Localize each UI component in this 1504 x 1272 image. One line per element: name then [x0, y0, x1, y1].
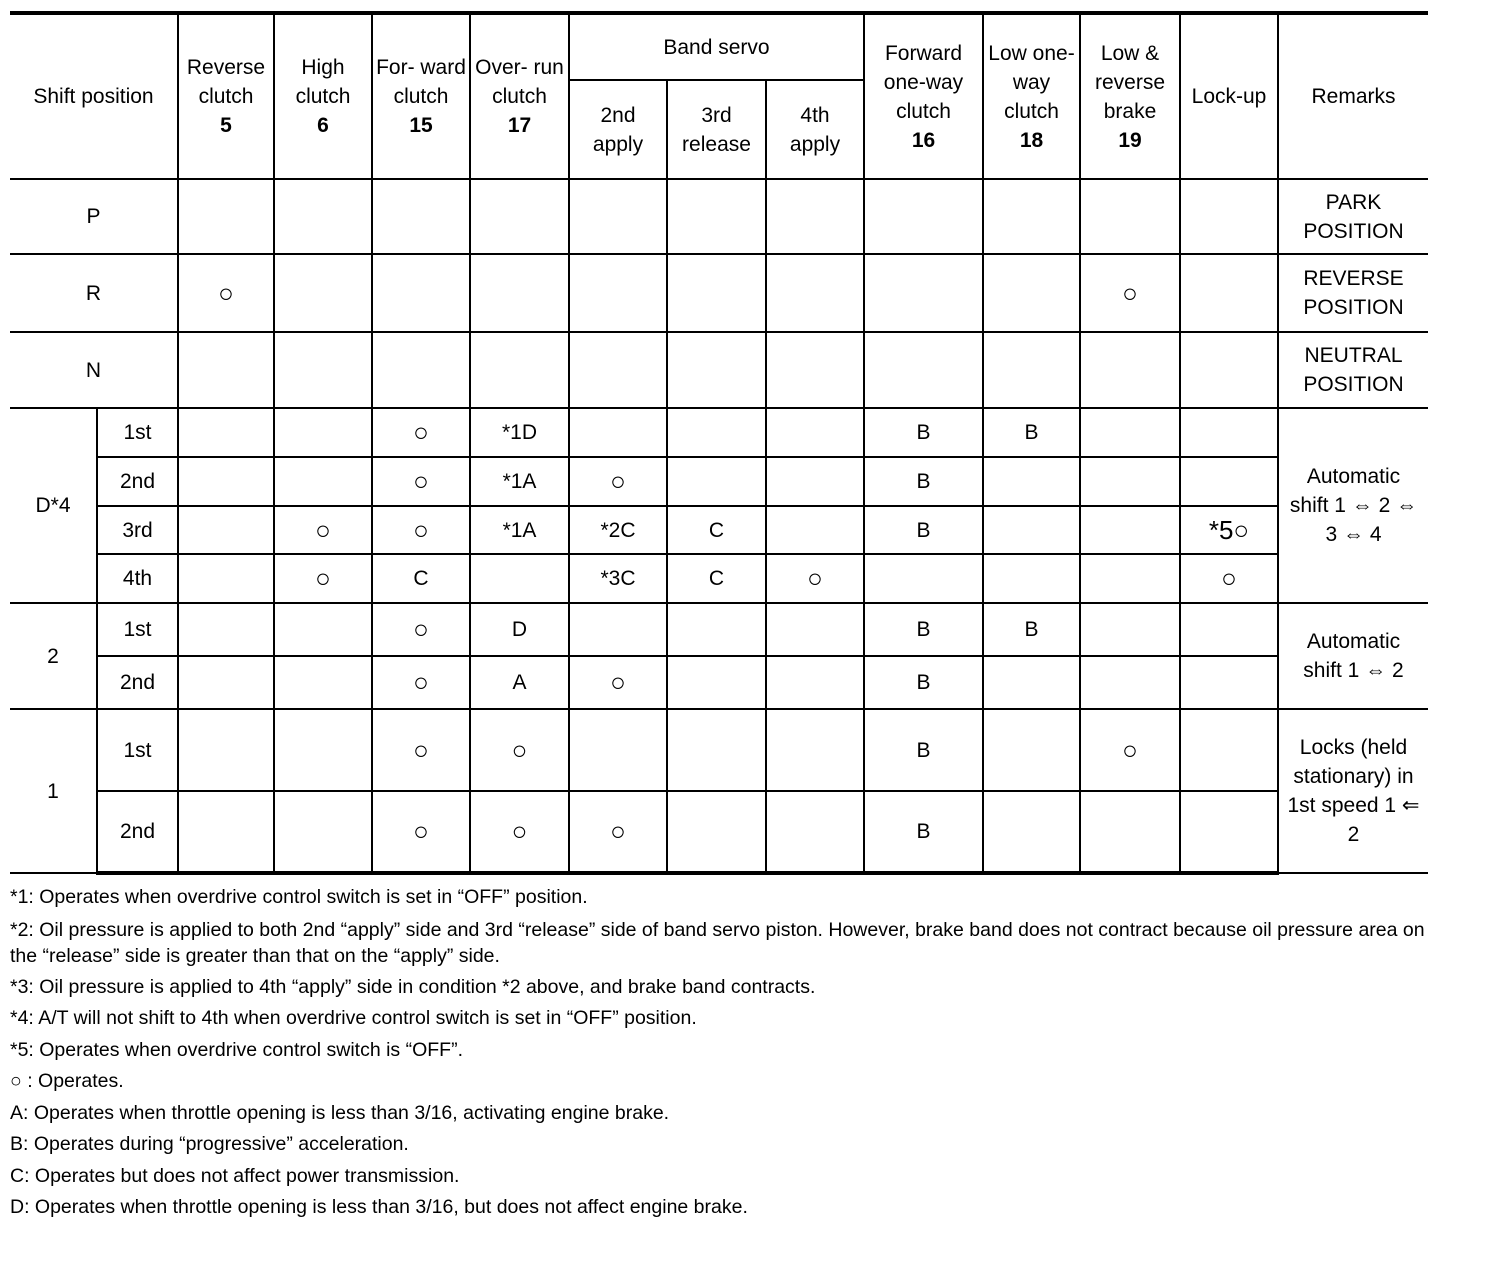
table-cell: [766, 332, 864, 408]
table-row: [10, 332, 1428, 408]
table-cell: [1080, 332, 1180, 408]
remarks-cell: Locks (held stationary) in 1st speed 1 ⇐ 2: [1278, 709, 1428, 873]
table-cell: [1080, 457, 1180, 506]
footnote: A: Operates when throttle opening is less than 3/16, activating engine brake.: [10, 1101, 670, 1124]
column-label: Lock-up: [1191, 85, 1267, 108]
table-cell: *1D: [470, 408, 569, 457]
footnote: ○ : Operates.: [10, 1070, 124, 1092]
table-cell: [667, 408, 766, 457]
shift-operation-table: [10, 11, 1428, 875]
table-cell: [178, 656, 274, 709]
table-cell: [667, 709, 766, 791]
footnote: *1: Operates when overdrive control switch is set in “OFF” position.: [10, 886, 588, 908]
table-row: [10, 709, 1428, 791]
table-cell: *1A: [470, 457, 569, 506]
table-cell: C: [372, 554, 470, 603]
table-row: [10, 254, 1428, 332]
remarks-cell: PARK POSITION: [1278, 179, 1428, 254]
table-cell: [1080, 603, 1180, 656]
table-cell: [1180, 179, 1278, 254]
table-cell: [274, 457, 372, 506]
gear-label: 1st: [97, 603, 178, 656]
operates-cell: ○: [1080, 254, 1180, 332]
header-column: [1180, 13, 1278, 179]
table-cell: [864, 554, 983, 603]
table-cell: [274, 332, 372, 408]
table-cell: B: [864, 709, 983, 791]
table-cell: [766, 254, 864, 332]
gear-label: 1st: [97, 408, 178, 457]
table-cell: [864, 179, 983, 254]
table-cell: B: [864, 457, 983, 506]
operates-cell: ○: [372, 506, 470, 554]
table-cell: [178, 603, 274, 656]
table-cell: [569, 179, 667, 254]
table-cell: [766, 791, 864, 873]
table-cell: [983, 254, 1080, 332]
table-row: [10, 656, 1428, 709]
operates-cell: ○: [470, 791, 569, 873]
column-label: 2nd apply: [592, 103, 644, 156]
table-cell: A: [470, 656, 569, 709]
header-column: [1080, 13, 1180, 179]
table-cell: [178, 554, 274, 603]
table-cell: [667, 603, 766, 656]
table-cell: [667, 254, 766, 332]
operates-cell: *5○: [1180, 506, 1278, 554]
footnote: *2: Oil pressure is applied to both 2nd “apply” side and 3rd “release” side of band servo piston. However, brake band does not contract because oil pressure area on the “release” side is greater than that on the “apply” side.: [10, 918, 1431, 967]
header-column: [864, 13, 983, 179]
table-cell: [178, 457, 274, 506]
column-number: 19: [1118, 128, 1142, 152]
table-cell: *1A: [470, 506, 569, 554]
remarks-cell: REVERSE POSITION: [1278, 254, 1428, 332]
table-cell: [372, 332, 470, 408]
operates-cell: ○: [372, 408, 470, 457]
table-cell: B: [864, 656, 983, 709]
operates-cell: ○: [274, 506, 372, 554]
table-cell: *2C: [569, 506, 667, 554]
table-cell: [983, 554, 1080, 603]
operates-cell: ○: [569, 656, 667, 709]
header-column: [470, 13, 569, 179]
gear-label: 3rd: [97, 506, 178, 554]
operates-cell: ○: [372, 603, 470, 656]
operates-cell: ○: [372, 709, 470, 791]
shift-position-label: P: [10, 179, 178, 254]
operates-cell: ○: [372, 791, 470, 873]
remarks-cell: Automatic shift 1 ⇔ 2: [1278, 603, 1428, 709]
column-label: 4th apply: [789, 103, 841, 156]
table-cell: [274, 408, 372, 457]
table-cell: [274, 254, 372, 332]
table-cell: [372, 179, 470, 254]
operates-cell: ○: [569, 457, 667, 506]
footnote: *4: A/T will not shift to 4th when overdrive control switch is set in “OFF” position.: [10, 1007, 697, 1029]
table-cell: [766, 709, 864, 791]
table-cell: [1180, 709, 1278, 791]
table-cell: [274, 791, 372, 873]
column-label: High clutch: [295, 56, 351, 108]
footnote: *3: Oil pressure is applied to 4th “apply” side in condition *2 above, and brake band contracts.: [10, 975, 816, 998]
remarks-cell: Automatic shift 1 ⇔ 2 ⇔ 3 ⇔ 4: [1278, 408, 1428, 603]
header-column: [372, 13, 470, 179]
table-cell: [1180, 332, 1278, 408]
table-cell: [470, 254, 569, 332]
table-cell: [983, 709, 1080, 791]
table-cell: [178, 179, 274, 254]
table-cell: [1080, 554, 1180, 603]
table-cell: B: [864, 791, 983, 873]
table-row: [10, 506, 1428, 554]
footnote: B: Operates during “progressive” acceleration.: [10, 1133, 409, 1155]
table-cell: [766, 457, 864, 506]
table-cell: [667, 457, 766, 506]
gear-label: 2nd: [97, 791, 178, 873]
table-cell: [178, 506, 274, 554]
table-cell: [470, 179, 569, 254]
table-cell: [470, 332, 569, 408]
table-cell: [864, 332, 983, 408]
table-cell: [667, 791, 766, 873]
table-cell: [766, 656, 864, 709]
table-cell: [569, 603, 667, 656]
table-cell: [1180, 603, 1278, 656]
operates-cell: ○: [178, 254, 274, 332]
table-row: [10, 179, 1428, 254]
operates-cell: ○: [372, 656, 470, 709]
table-cell: [864, 254, 983, 332]
shift-position-label: D*4: [10, 408, 97, 603]
operates-cell: ○: [1180, 554, 1278, 603]
column-label: 3rd release: [682, 103, 751, 156]
table-cell: [569, 332, 667, 408]
table-cell: [766, 408, 864, 457]
table-cell: [274, 179, 372, 254]
column-number: 16: [911, 128, 936, 152]
table-cell: [983, 457, 1080, 506]
gear-label: 2nd: [97, 656, 178, 709]
table-cell: C: [667, 554, 766, 603]
table-cell: [1180, 656, 1278, 709]
table-cell: [1080, 506, 1180, 554]
column-label: Low one- way clutch: [988, 41, 1075, 123]
column-number: 15: [409, 114, 433, 137]
column-label: For- ward clutch: [376, 56, 466, 108]
table-cell: [1180, 791, 1278, 873]
table-row: [10, 457, 1428, 506]
operates-cell: ○: [1080, 709, 1180, 791]
footnotes: [10, 882, 1440, 1224]
footnote: C: Operates but does not affect power transmission.: [10, 1164, 460, 1187]
remarks-cell: NEUTRAL POSITION: [1278, 332, 1428, 408]
header-band-servo: Band servo: [569, 13, 864, 80]
shift-position-label: R: [10, 254, 178, 332]
column-label: Low & reverse brake: [1094, 41, 1166, 123]
table-cell: [766, 603, 864, 656]
footnote: *5: Operates when overdrive control switch is “OFF”.: [10, 1038, 463, 1061]
table-cell: [1180, 457, 1278, 506]
table-cell: D: [470, 603, 569, 656]
table-cell: [1080, 656, 1180, 709]
table-cell: *3C: [569, 554, 667, 603]
table-cell: [1080, 791, 1180, 873]
table-cell: [983, 791, 1080, 873]
header-row: [10, 13, 1428, 80]
table-cell: B: [864, 408, 983, 457]
table-row: [10, 408, 1428, 457]
table-cell: [667, 656, 766, 709]
shift-position-label: 2: [10, 603, 97, 709]
header-column: [983, 13, 1080, 179]
header-remarks: Remarks: [1278, 13, 1428, 179]
operates-cell: ○: [470, 709, 569, 791]
header-column: [274, 13, 372, 179]
table-cell: [178, 408, 274, 457]
table-cell: [667, 179, 766, 254]
table-cell: [766, 506, 864, 554]
table-row: [10, 603, 1428, 656]
table-cell: [1080, 408, 1180, 457]
table-cell: [274, 709, 372, 791]
column-label: Reverse clutch: [186, 56, 266, 108]
table-cell: [178, 709, 274, 791]
table-cell: [274, 603, 372, 656]
table-cell: [569, 709, 667, 791]
header-shift-position: Shift position: [10, 13, 178, 179]
table-cell: [1180, 254, 1278, 332]
table-cell: [983, 179, 1080, 254]
column-label: Over- run clutch: [475, 56, 564, 108]
gear-label: 1st: [97, 709, 178, 791]
table-cell: [1180, 408, 1278, 457]
header-column: [667, 80, 766, 179]
column-label: Forward one-way clutch: [883, 41, 964, 123]
table-cell: B: [864, 603, 983, 656]
column-number: 5: [220, 114, 232, 137]
table-row: [10, 791, 1428, 873]
table-cell: [983, 332, 1080, 408]
header-column: [569, 80, 667, 179]
table-cell: [470, 554, 569, 603]
shift-position-label: N: [10, 332, 178, 408]
table-cell: C: [667, 506, 766, 554]
header-column: [178, 13, 274, 179]
table-cell: [274, 656, 372, 709]
table-cell: B: [983, 603, 1080, 656]
table-cell: [667, 332, 766, 408]
header-column: [766, 80, 864, 179]
gear-label: 2nd: [97, 457, 178, 506]
table-cell: [569, 254, 667, 332]
table-cell: [983, 506, 1080, 554]
footnote: D: Operates when throttle opening is less than 3/16, but does not affect engine brake.: [10, 1196, 748, 1218]
table-cell: [178, 791, 274, 873]
shift-position-label: 1: [10, 709, 97, 873]
table-cell: [178, 332, 274, 408]
operates-cell: ○: [766, 554, 864, 603]
operates-cell: ○: [569, 791, 667, 873]
operates-cell: ○: [274, 554, 372, 603]
table-cell: B: [983, 408, 1080, 457]
column-number: 18: [1019, 128, 1044, 152]
table-cell: [569, 408, 667, 457]
table-cell: B: [864, 506, 983, 554]
gear-label: 4th: [97, 554, 178, 603]
operates-cell: ○: [372, 457, 470, 506]
table-cell: [983, 656, 1080, 709]
table-row: [10, 554, 1428, 603]
table-cell: [1080, 179, 1180, 254]
column-number: 6: [317, 114, 329, 137]
column-number: 17: [507, 114, 532, 137]
table-cell: [372, 254, 470, 332]
table-cell: [766, 179, 864, 254]
